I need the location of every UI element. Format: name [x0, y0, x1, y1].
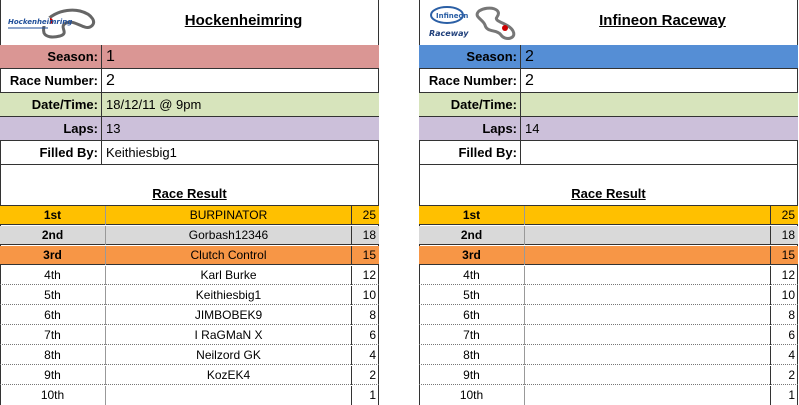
infineon-raceway-logo-icon — [423, 3, 521, 43]
season-value: 1 — [106, 48, 115, 65]
table-row — [0, 306, 379, 325]
table-row — [0, 386, 379, 405]
table-row — [419, 306, 798, 325]
result-position: 3rd — [462, 248, 481, 262]
result-driver: Karl Burke — [105, 266, 352, 285]
result-driver — [524, 386, 771, 405]
date-time-row — [419, 93, 798, 117]
result-position: 9th — [44, 368, 61, 382]
result-position: 6th — [463, 308, 480, 322]
card-header — [419, 0, 798, 46]
race-number-value: 2 — [525, 72, 534, 89]
result-points: 4 — [788, 348, 795, 362]
laps-value: 13 — [106, 121, 121, 136]
result-driver: I RaGMaN X — [105, 326, 352, 345]
result-position: 10th — [40, 388, 65, 402]
filled-by-value: Keithiesbig1 — [106, 145, 177, 160]
table-row — [0, 326, 379, 345]
table-row — [0, 226, 379, 245]
filled-by-row — [419, 141, 798, 165]
result-position: 4th — [463, 268, 480, 282]
result-points: 18 — [362, 228, 376, 242]
table-row — [419, 206, 798, 225]
svg-text:Hockenheimring: Hockenheimring — [8, 18, 73, 26]
laps-label: Laps: — [419, 117, 521, 140]
race-number-row — [0, 69, 379, 93]
table-row — [419, 386, 798, 405]
result-driver: KozEK4 — [105, 366, 352, 385]
result-position: 7th — [463, 328, 480, 342]
result-position: 8th — [463, 348, 480, 362]
result-points: 1 — [788, 388, 795, 402]
result-driver: Gorbash12346 — [105, 226, 352, 245]
result-driver: Keithiesbig1 — [105, 286, 352, 305]
result-driver: Clutch Control — [105, 246, 352, 265]
result-position: 5th — [463, 288, 480, 302]
result-position: 6th — [44, 308, 61, 322]
result-position: 1st — [462, 208, 481, 222]
result-points: 1 — [369, 388, 376, 402]
race-result-title: Race Result — [152, 186, 227, 201]
race-number-label: Race Number: — [419, 69, 521, 92]
laps-value: 14 — [525, 121, 540, 136]
season-label: Season: — [419, 45, 521, 68]
result-points: 4 — [369, 348, 376, 362]
date-time-label: Date/Time: — [419, 93, 521, 116]
result-points: 2 — [788, 368, 795, 382]
result-points: 2 — [369, 368, 376, 382]
date-time-label: Date/Time: — [0, 93, 102, 116]
season-row — [419, 45, 798, 69]
result-position: 8th — [44, 348, 61, 362]
laps-row — [0, 117, 379, 141]
svg-text:Raceway: Raceway — [429, 29, 469, 38]
result-points: 8 — [369, 308, 376, 322]
hockenheimring-card — [0, 0, 379, 405]
table-row — [0, 246, 379, 265]
result-position: 5th — [44, 288, 61, 302]
filled-by-label: Filled By: — [0, 141, 102, 164]
race-result-title: Race Result — [571, 186, 646, 201]
infineon-raceway-card — [419, 0, 798, 405]
result-position: 3rd — [43, 248, 62, 262]
track-name: Infineon Raceway — [599, 12, 726, 29]
season-label: Season: — [0, 45, 102, 68]
table-row — [0, 266, 379, 285]
result-position: 2nd — [41, 228, 64, 242]
filled-by-label: Filled By: — [419, 141, 521, 164]
table-row — [0, 206, 379, 225]
table-row — [0, 366, 379, 385]
result-points: 6 — [369, 328, 376, 342]
result-points: 10 — [781, 288, 795, 302]
season-value: 2 — [525, 48, 534, 65]
hockenheimring-logo-icon — [4, 3, 102, 43]
result-points: 18 — [781, 228, 795, 242]
result-points: 8 — [788, 308, 795, 322]
table-row — [419, 346, 798, 365]
result-points: 12 — [362, 268, 376, 282]
result-driver — [524, 226, 771, 245]
result-driver — [524, 346, 771, 365]
result-position: 4th — [44, 268, 61, 282]
season-row — [0, 45, 379, 69]
result-points: 15 — [781, 248, 795, 262]
result-position: 2nd — [460, 228, 483, 242]
laps-row — [419, 117, 798, 141]
race-number-value: 2 — [106, 72, 115, 89]
race-number-row — [419, 69, 798, 93]
race-number-label: Race Number: — [0, 69, 102, 92]
result-position: 10th — [459, 388, 484, 402]
table-row — [419, 246, 798, 265]
filled-by-row — [0, 141, 379, 165]
result-driver — [524, 286, 771, 305]
table-row — [0, 286, 379, 305]
result-driver — [524, 206, 771, 225]
result-points: 25 — [781, 208, 795, 222]
result-driver — [105, 386, 352, 405]
result-points: 12 — [781, 268, 795, 282]
result-position: 1st — [43, 208, 62, 222]
result-position: 9th — [463, 368, 480, 382]
result-driver: Neilzord GK — [105, 346, 352, 365]
card-header — [0, 0, 379, 46]
table-row — [419, 286, 798, 305]
result-driver: BURPINATOR — [105, 206, 352, 225]
result-driver — [524, 246, 771, 265]
result-driver — [524, 306, 771, 325]
date-time-row — [0, 93, 379, 117]
result-driver — [524, 266, 771, 285]
result-driver — [524, 326, 771, 345]
table-row — [419, 266, 798, 285]
table-row — [0, 346, 379, 365]
laps-label: Laps: — [0, 117, 102, 140]
date-time-value: 18/12/11 @ 9pm — [106, 97, 202, 112]
table-row — [419, 326, 798, 345]
result-driver: JIMBOBEK9 — [105, 306, 352, 325]
result-position: 7th — [44, 328, 61, 342]
track-name: Hockenheimring — [184, 12, 303, 29]
result-points: 10 — [362, 288, 376, 302]
result-points: 25 — [362, 208, 376, 222]
table-row — [419, 366, 798, 385]
table-row — [419, 226, 798, 245]
svg-text:Infineon: Infineon — [436, 12, 469, 20]
result-driver — [524, 366, 771, 385]
result-points: 15 — [362, 248, 376, 262]
result-points: 6 — [788, 328, 795, 342]
